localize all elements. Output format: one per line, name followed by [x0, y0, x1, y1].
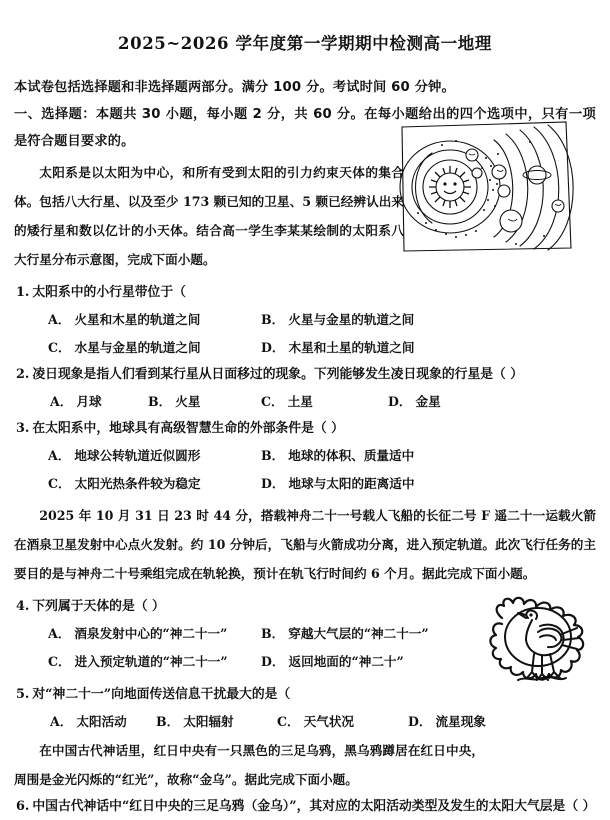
option-4c[interactable] [48, 648, 261, 676]
question-5-number: 5. [16, 686, 30, 702]
question-2-stem [14, 362, 596, 388]
option-3d-text: 地球与太阳的距离适中 [288, 475, 415, 491]
option-5c[interactable] [277, 708, 408, 736]
question-3-text: 在太阳系中，地球具有高级智慧生命的外部条件是（ ） [32, 420, 344, 436]
question-5-options-row-1 [14, 708, 596, 736]
option-1c-text: 水星与金星的轨道之间 [74, 339, 201, 355]
option-4d-letter: D． [261, 653, 285, 669]
option-4b[interactable] [261, 620, 474, 648]
option-1a-text: 火星和木星的轨道之间 [74, 311, 201, 327]
option-1b-text: 火星与金星的轨道之间 [288, 311, 415, 327]
option-2c[interactable] [261, 388, 388, 416]
question-4-text: 下列属于天体的是（ ） [32, 598, 165, 614]
option-5d-text: 流星现象 [435, 713, 486, 729]
option-5b-letter: B． [156, 713, 180, 729]
instruction-scoring: 本试卷包括选择题和非选择题两部分。满分 100 分。考试时间 60 分钟。 [14, 79, 455, 95]
option-5a[interactable] [50, 708, 156, 736]
option-3a[interactable] [48, 442, 261, 470]
option-3b-text: 地球的体积、质量适中 [288, 447, 415, 463]
option-1a[interactable] [48, 306, 261, 334]
option-2b-letter: B． [148, 393, 172, 409]
option-3c[interactable] [48, 470, 261, 498]
question-1-stem [14, 280, 596, 306]
option-3a-text: 地球公转轨道近似圆形 [74, 447, 201, 463]
option-1c-letter: C． [48, 339, 71, 355]
option-5b-text: 太阳辐射 [183, 713, 234, 729]
option-2d-text: 金星 [415, 393, 441, 409]
passage-golden-crow: 在中国古代神话里，红日中央有一只黑色的三足乌鸦，黑乌鸦蹲居在红日中央，周围是金光闪烁的“红光”，故称“金乌”。据此完成下面小题。 [14, 742, 484, 787]
option-5a-letter: A． [50, 713, 73, 729]
option-4d[interactable] [261, 648, 474, 676]
option-5a-text: 太阳活动 [76, 713, 127, 729]
option-1d-letter: D． [261, 339, 285, 355]
option-3c-letter: C． [48, 475, 71, 491]
question-1-number: 1. [16, 284, 30, 300]
option-2d[interactable] [388, 388, 488, 416]
option-1c[interactable] [48, 334, 261, 362]
option-4d-text: 返回地面的“神二十” [288, 653, 404, 669]
question-6-stem [14, 794, 596, 820]
question-3-options-row-2 [14, 470, 596, 498]
solar-system-diagram [398, 118, 574, 254]
option-5c-letter: C． [277, 713, 300, 729]
option-1b-letter: B． [261, 311, 285, 327]
option-3c-text: 太阳光热条件较为稳定 [74, 475, 201, 491]
option-1d-text: 木星和土星的轨道之间 [288, 339, 415, 355]
question-2-text: 凌日现象是指人们看到某行星从日面移过的现象。下列能够发生凌日现象的行星是（ ） [32, 366, 524, 382]
question-3-number: 3. [16, 420, 30, 436]
question-6-number: 6. [16, 798, 30, 814]
golden-crow-illustration [482, 592, 604, 692]
option-2b[interactable] [148, 388, 261, 416]
question-2-options-row-1 [14, 388, 596, 416]
option-2d-letter: D． [388, 393, 412, 409]
option-4a-letter: A． [48, 625, 71, 641]
option-5d[interactable] [408, 708, 508, 736]
question-6-text: 中国古代神话中“红日中央的三足乌鸦（金乌）”，其对应的太阳活动类型及发生的太阳大气层是（ ） [32, 798, 596, 814]
option-1a-letter: A． [48, 311, 71, 327]
option-4c-text: 进入预定轨道的“神二十一” [74, 653, 228, 669]
option-4b-letter: B． [261, 625, 285, 641]
option-5c-text: 天气状况 [303, 713, 354, 729]
option-3a-letter: A． [48, 447, 71, 463]
question-3-stem [14, 416, 596, 442]
option-2a-text: 月球 [76, 393, 102, 409]
question-4-number: 4. [16, 598, 30, 614]
option-5d-letter: D． [408, 713, 432, 729]
option-3b[interactable] [261, 442, 474, 470]
option-2b-text: 火星 [175, 393, 201, 409]
option-3b-letter: B． [261, 447, 285, 463]
option-4c-letter: C． [48, 653, 71, 669]
question-3-options-row-1 [14, 442, 596, 470]
option-3d[interactable] [261, 470, 474, 498]
question-1-text: 太阳系中的小行星带位于（ [32, 284, 186, 300]
passage-shenzhou-launch: 2025 年 10 月 31 日 23 时 44 分，搭载神舟二十一号载人飞船的长征二号 F 遥二十一运载火箭在酒泉卫星发射中心点火发射。约 10 分钟后，飞船与火箭成功分离，进入预定轨道。此次飞行任务的主要目的是与神舟二十号乘组完成在轨轮换，预计在轨飞行时间约 6 个月。据此完成下面小题。 [14, 507, 596, 581]
option-1b[interactable] [261, 306, 474, 334]
question-5-text: 对“神二十一”向地面传送信息干扰最大的是（ [32, 686, 291, 702]
instruction-section-one: 一、选择题：本题共 30 小题，每小题 2 分，共 60 分。在每小题给出的四个选项中，只有一项是符合题目要求的。 [14, 106, 596, 149]
page-title: 2025~2026 学年度第一学期期中检测高一地理 [118, 34, 492, 53]
question-1-options-row-2 [14, 334, 596, 362]
option-3d-letter: D． [261, 475, 285, 491]
option-4b-text: 穿越大气层的“神二十一” [288, 625, 429, 641]
question-1-options-row-1 [14, 306, 596, 334]
option-2c-text: 土星 [287, 393, 313, 409]
option-2a[interactable] [50, 388, 148, 416]
option-5b[interactable] [156, 708, 277, 736]
option-2c-letter: C． [261, 393, 284, 409]
passage-solar-system: 太阳系是以太阳为中心，和所有受到太阳的引力约束天体的集合体。包括八大行星、以及至少 173 颗已知的卫星、5 颗已经辨认出来的矮行星和数以亿计的小天体。结合高一学生李某某绘制的太阳系八大行星分布示意图，完成下面小题。 [14, 164, 404, 267]
option-4a[interactable] [48, 620, 261, 648]
option-2a-letter: A． [50, 393, 73, 409]
question-2-number: 2. [16, 366, 30, 382]
option-4a-text: 酒泉发射中心的“神二十一” [74, 625, 228, 641]
option-1d[interactable] [261, 334, 474, 362]
